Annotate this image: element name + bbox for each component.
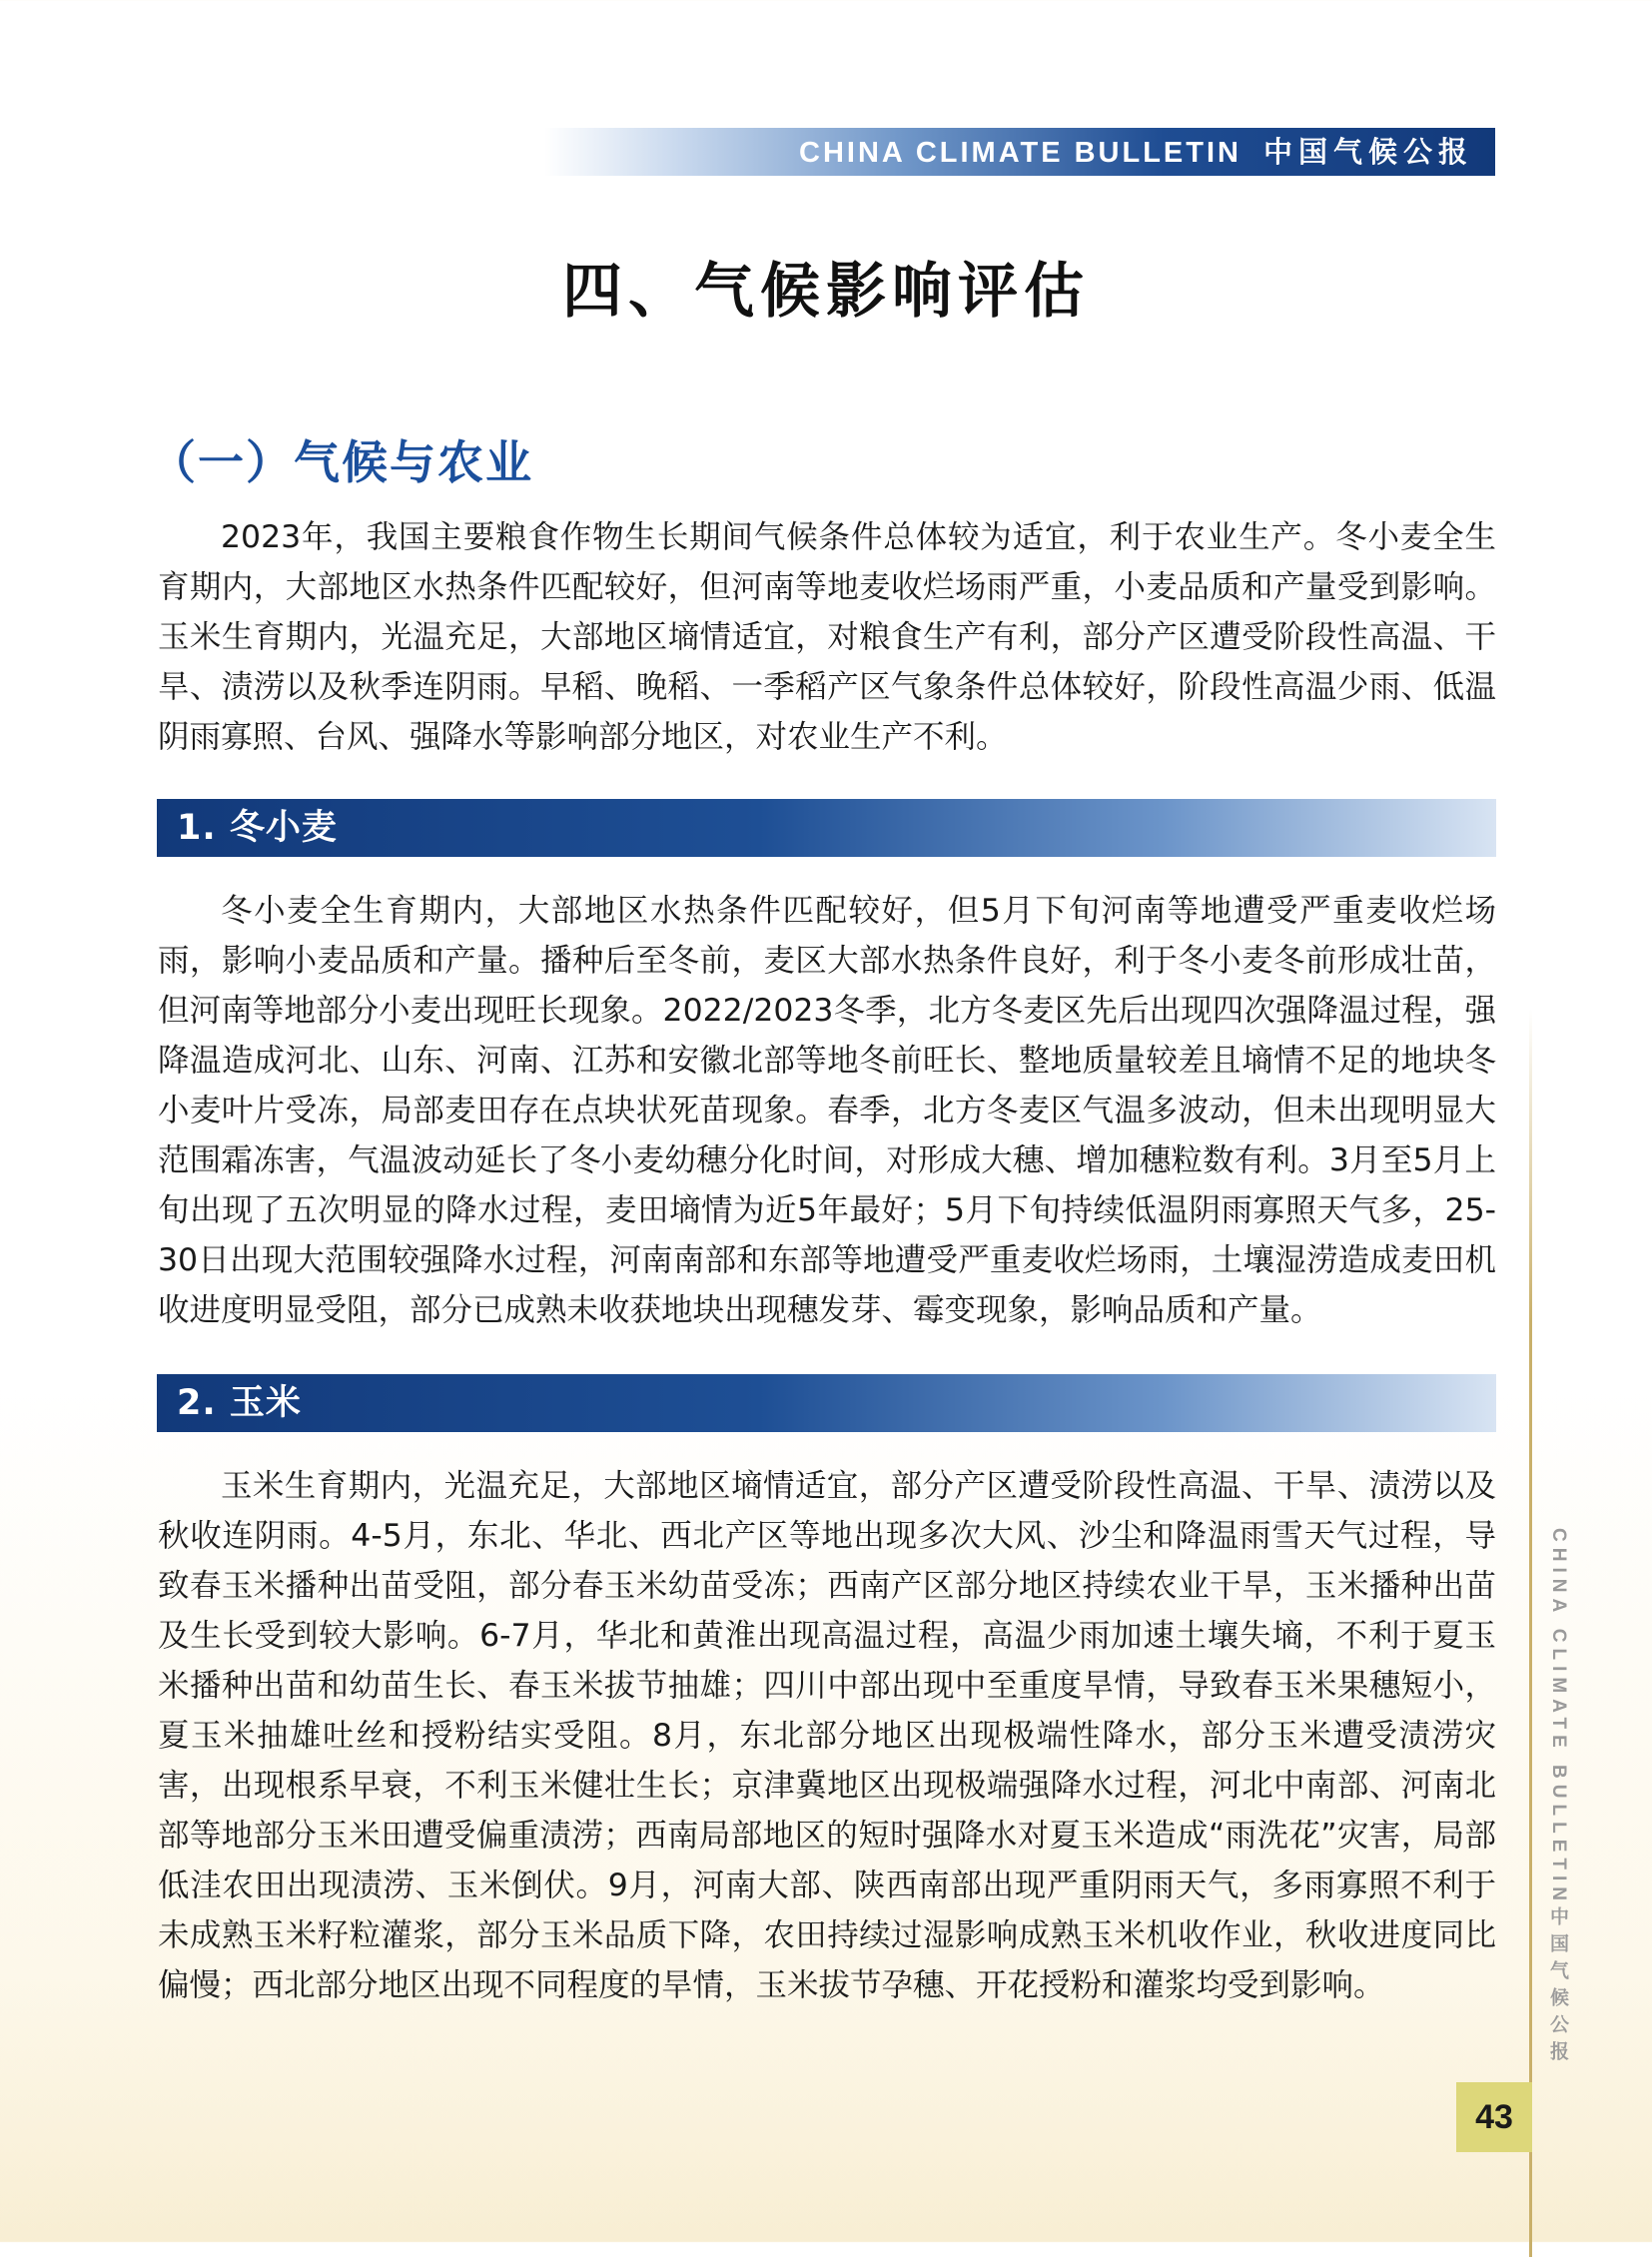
intro-paragraph: 2023年，我国主要粮食作物生长期间气候条件总体较为适宜，利于农业生产。冬小麦全生育期内，大部地区水热条件匹配较好，但河南等地麦收烂场雨严重，小麦品质和产量受到影响。玉米生育期内，光温充足，大部地区墒情适宜，对粮食生产有利，部分产区遭受阶段性高温、干旱、渍涝以及秋季连阴雨。早稻、晚稻、一季稻产区气象条件总体较好，阶段性高温少雨、低温阴雨寡照、台风、强降水等影响部分地区，对农业生产不利。 <box>158 519 1496 755</box>
subsection-heading: 1. 冬小麦 <box>177 808 338 848</box>
subsection-header-wheat <box>157 799 1496 857</box>
page-number: 43 <box>1475 2098 1513 2136</box>
corn-paragraph: 玉米生育期内，光温充足，大部地区墒情适宜，部分产区遭受阶段性高温、干旱、渍涝以及秋收连阴雨。4-5月，东北、华北、西北产区等地出现多次大风、沙尘和降温雨雪天气过程，导致春玉米播种出苗受阻，部分春玉米幼苗受冻；西南产区部分地区持续农业干旱，玉米播种出苗及生长受到较大影响。6-7月，华北和黄淮出现高温过程，高温少雨加速土壤失墒，不利于夏玉米播种出苗和幼苗生长、春玉米拔节抽雄；四川中部出现中至重度旱情，导致春玉米果穗短小，夏玉米抽雄吐丝和授粉结实受阻。8月，东北部分地区出现极端性降水，部分玉米遭受渍涝灾害，出现根系早衰，不利玉米健壮生长；京津冀地区出现极端强降水过程，河北中南部、河南北部等地部分玉米田遭受偏重渍涝；西南局部地区的短时强降水对夏玉米造成“雨洗花”灾害，局部低洼农田出现渍涝、玉米倒伏。9月，河南大部、陕西南部出现严重阴雨天气，多雨寡照不利于未成熟玉米籽粒灌浆，部分玉米品质下降，农田持续过湿影响成熟玉米机收作业，秋收进度同比偏慢；西北部分地区出现不同程度的旱情，玉米拔节孕穗、开花授粉和灌浆均受到影响。 <box>158 1468 1496 2003</box>
page-number-box <box>1456 2082 1532 2152</box>
header-title <box>799 128 1473 176</box>
side-label-chinese: 中国气候公报 <box>1547 1905 1569 2068</box>
wheat-paragraph: 冬小麦全生育期内，大部地区水热条件匹配较好，但5月下旬河南等地遭受严重麦收烂场雨，影响小麦品质和产量。播种后至冬前，麦区大部水热条件良好，利于冬小麦冬前形成壮苗，但河南等地部分小麦出现旺长现象。2022/2023冬季，北方冬麦区先后出现四次强降温过程，强降温造成河北、山东、河南、江苏和安徽北部等地冬前旺长、整地质量较差且墒情不足的地块冬小麦叶片受冻，局部麦田存在点块状死苗现象。春季，北方冬麦区气温多波动，但未出现明显大范围霜冻害，气温波动延长了冬小麦幼穗分化时间，对形成大穗、增加穗粒数有利。3月至5月上旬出现了五次明显的降水过程，麦田墒情为近5年最好；5月下旬持续低温阴雨寡照天气多，25-30日出现大范围较强降水过程，河南南部和东部等地遭受严重麦收烂场雨，土壤湿涝造成麦田机收进度明显受阻，部分已成熟未收获地块出现穗发芽、霉变现象，影响品质和产量。 <box>158 893 1496 1328</box>
section-title: （一）气候与农业 <box>150 435 533 489</box>
subsection-heading: 2. 玉米 <box>177 1383 302 1423</box>
side-label <box>1542 1528 1572 2127</box>
side-label-english: CHINA CLIMATE BULLETIN <box>1548 1528 1569 1906</box>
header-chinese: 中国气候公报 <box>1262 135 1473 169</box>
subsection-header-corn <box>157 1374 1496 1432</box>
header-english: CHINA CLIMATE BULLETIN <box>799 137 1241 169</box>
margin-divider <box>1529 1009 1532 2257</box>
header-banner <box>544 128 1495 176</box>
chapter-title: 四、气候影响评估 <box>562 257 1090 327</box>
